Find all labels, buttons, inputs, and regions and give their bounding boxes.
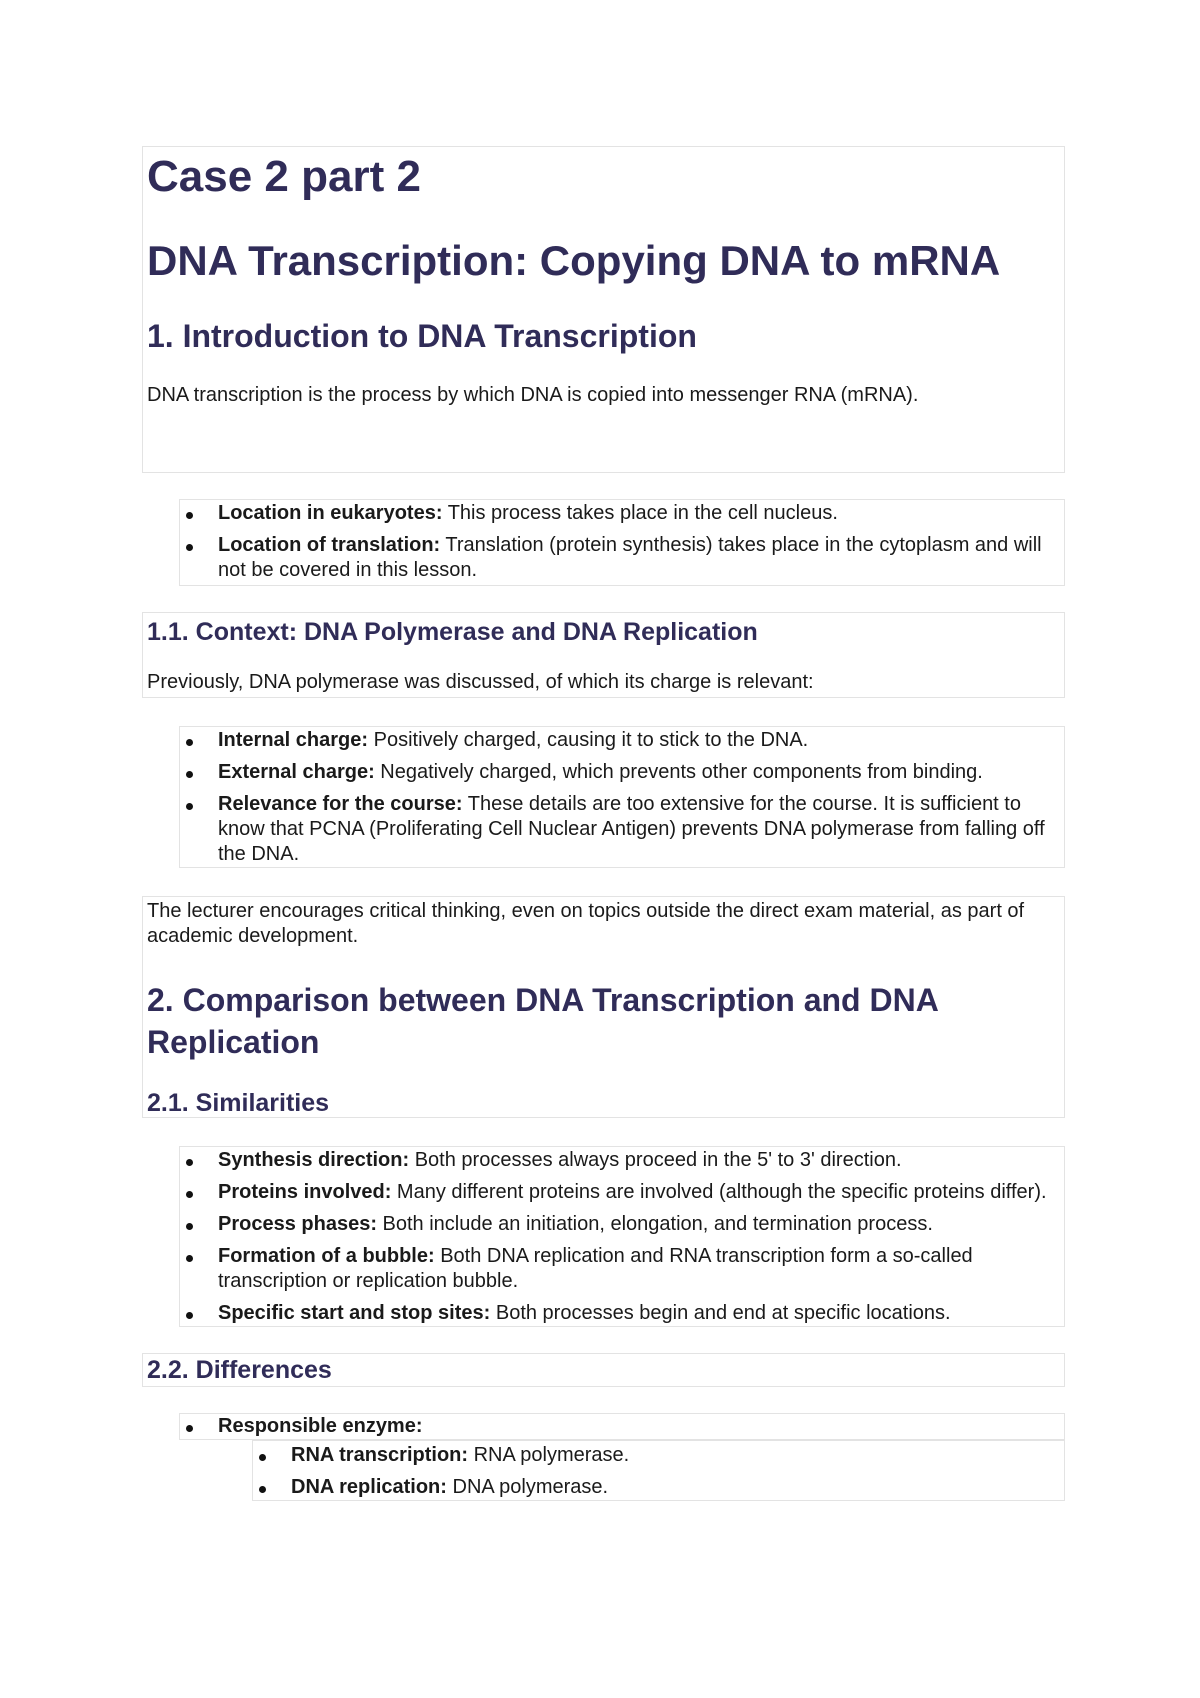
- section-2-1-bullets: [179, 1146, 1065, 1327]
- list-item: Relevance for the course: These details are too extensive for the course. It is sufficient to know that PCNA (Proliferating Cell Nuclear Antigen) prevents DNA polymerase from falling off the DNA.: [180, 792, 1064, 867]
- section-1-bullets: [179, 499, 1065, 586]
- section-1-intro: DNA transcription is the process by which DNA is copied into messenger RNA (mRNA).: [147, 384, 919, 406]
- list-item: External charge: Negatively charged, which prevents other components from binding.: [180, 760, 1064, 785]
- section-2-1-heading: 2.1. Similarities: [147, 1089, 330, 1117]
- section-1-heading: 1. Introduction to DNA Transcription: [147, 318, 697, 354]
- list-item: Responsible enzyme:: [180, 1414, 1064, 1439]
- list-item: Proteins involved: Many different proteins are involved (although the specific proteins differ).: [180, 1180, 1064, 1205]
- list-item: Specific start and stop sites: Both processes begin and end at specific locations.: [180, 1301, 1064, 1326]
- section-2-2-sub-bullets: [252, 1440, 1065, 1501]
- list-item: Location in eukaryotes: This process takes place in the cell nucleus.: [180, 501, 1064, 526]
- section-1-1-intro: Previously, DNA polymerase was discussed, of which its charge is relevant:: [147, 671, 814, 693]
- section-2-block: [142, 896, 1065, 1118]
- section-2-2-heading: 2.2. Differences: [147, 1356, 332, 1384]
- section-1-1-block: [142, 612, 1065, 698]
- intro-block: [142, 146, 1065, 473]
- case-title: Case 2 part 2: [147, 152, 421, 201]
- lecturer-note: The lecturer encourages critical thinking, even on topics outside the direct exam material, as part of academic development.: [147, 900, 1025, 947]
- section-2-heading: 2. Comparison between DNA Transcription and DNA Replication: [147, 982, 938, 1060]
- section-2-2-bullets: [179, 1413, 1065, 1440]
- list-item: Synthesis direction: Both processes always proceed in the 5' to 3' direction.: [180, 1148, 1064, 1173]
- document-page: [142, 146, 1065, 1501]
- section-1-1-bullets: [179, 726, 1065, 868]
- list-item: RNA transcription: RNA polymerase.: [253, 1443, 1064, 1468]
- list-item: Process phases: Both include an initiation, elongation, and termination process.: [180, 1212, 1064, 1237]
- section-1-1-heading: 1.1. Context: DNA Polymerase and DNA Replication: [147, 618, 758, 646]
- main-title: DNA Transcription: Copying DNA to mRNA: [147, 237, 1001, 284]
- list-item: Formation of a bubble: Both DNA replication and RNA transcription form a so-called transcription or replication bubble.: [180, 1244, 1064, 1294]
- section-2-2-block: [142, 1353, 1065, 1387]
- list-item: Internal charge: Positively charged, causing it to stick to the DNA.: [180, 728, 1064, 753]
- list-item: DNA replication: DNA polymerase.: [253, 1475, 1064, 1500]
- list-item: Location of translation: Translation (protein synthesis) takes place in the cytoplasm and will not be covered in this lesson.: [180, 533, 1064, 583]
